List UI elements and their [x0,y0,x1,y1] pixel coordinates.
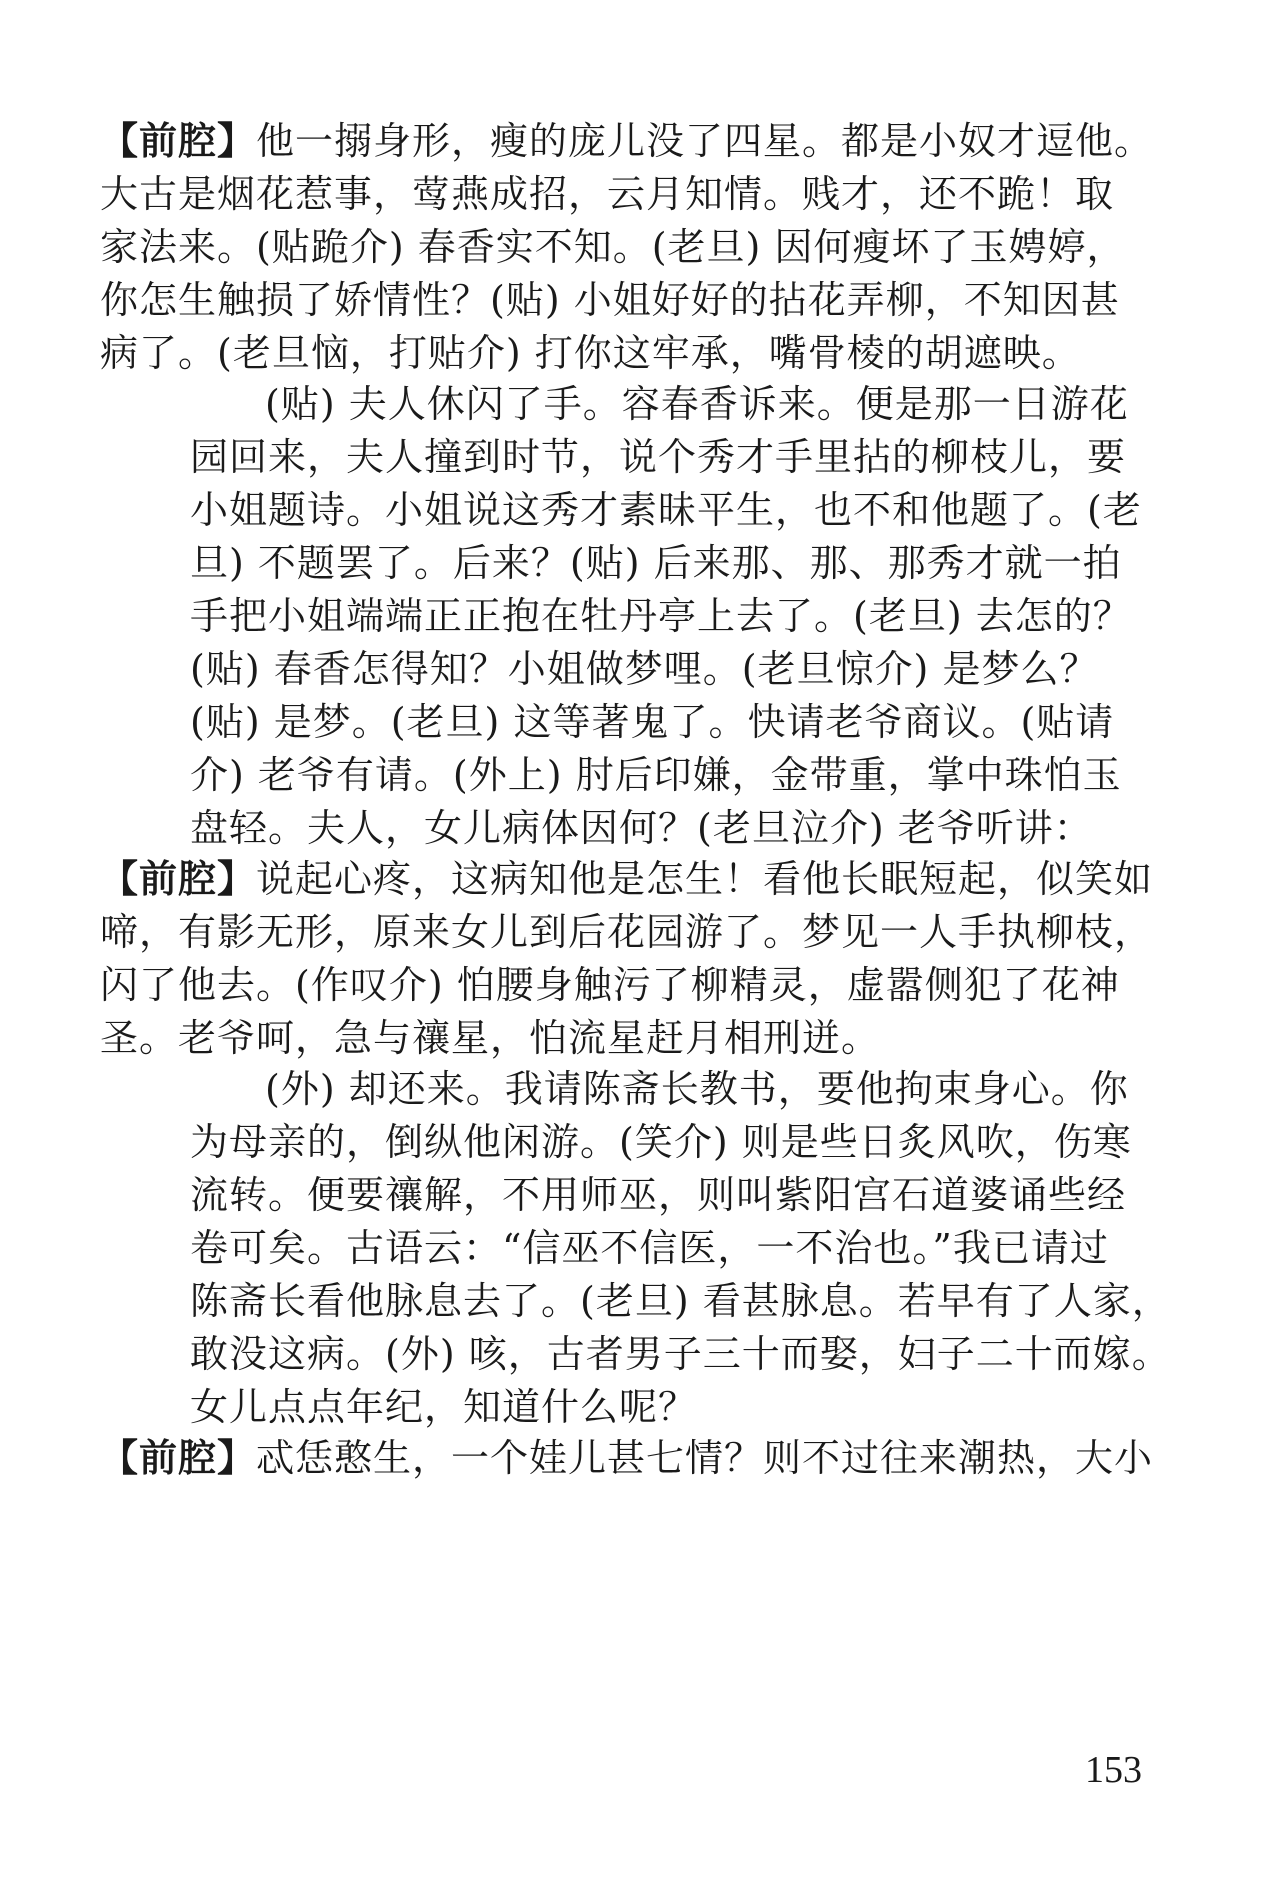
dialogue-line: 女儿点点年纪，知道什么呢？ [190,1385,698,1429]
line-text: 他一搦身形，瘦的庞儿没了四星。都是小奴才逗他。 [256,119,1154,163]
aria-tag: 【前腔】 [100,118,257,163]
line-text: 忒恁憨生，一个娃儿甚七情？则不过往来潮热，大小 [256,1436,1154,1480]
dialogue-line: 流转。便要禳解，不用师巫，则叫紫阳宫石道婆诵些经 [190,1173,1127,1217]
aria-tag: 【前腔】 [100,856,257,901]
text-line: 啼，有影无形，原来女儿到后花园游了。梦见一人手执柳枝， [100,910,1154,954]
dialogue-line: 敢没这病。(外) 咳，古者男子三十而娶，妇子二十而嫁。 [190,1332,1171,1376]
dialogue-line: 介) 老爷有请。(外上) 肘后印嫌，金带重，掌中珠怕玉 [190,753,1122,797]
text-line: 圣。老爷呵，急与禳星，怕流星赶月相刑迸。 [100,1016,881,1060]
text-line: 大古是烟花惹事，莺燕成招，云月知情。贱才，还不跪！取 [100,172,1115,216]
dialogue-line: 为母亲的，倒纵他闲游。(笑介) 则是些日炙风吹，伤寒 [190,1120,1132,1164]
dialogue-line: (外) 却还来。我请陈斋长教书，要他拘束身心。你 [265,1067,1129,1111]
dialogue-line: (贴) 春香怎得知？小姐做梦哩。(老旦惊介) 是梦么？ [190,647,1099,691]
aria-tag: 【前腔】 [100,1435,257,1480]
dialogue-line: 园回来，夫人撞到时节，说个秀才手里拈的柳枝儿，要 [190,435,1127,479]
dialogue-line: 陈斋长看他脉息去了。(老旦) 看甚脉息。若早有了人家， [190,1279,1171,1323]
text-line: 病了。(老旦恼，打贴介) 打你这牢承，嘴骨棱的胡遮映。 [100,331,1081,375]
dialogue-line: 旦) 不题罢了。后来？(贴) 后来那、那、那秀才就一拍 [190,541,1122,585]
text-line [100,1427,1180,1489]
text-line: 家法来。(贴跪介) 春香实不知。(老旦) 因何瘦坏了玉娉婷， [100,225,1126,269]
text-line: 你怎生触损了娇情性？(贴) 小姐好好的拈花弄柳，不知因甚 [100,278,1120,322]
dialogue-line: 手把小姐端端正正抱在牡丹亭上去了。(老旦) 去怎的？ [190,594,1132,638]
dialogue-line: (贴) 是梦。(老旦) 这等著鬼了。快请老爷商议。(贴请 [190,700,1115,744]
dialogue-line: 小姐题诗。小姐说这秀才素昧平生，也不和他题了。(老 [190,488,1142,532]
dialogue-line: 盘轻。夫人，女儿病体因何？(老旦泣介) 老爷听讲： [190,806,1093,850]
dialogue-line: (贴) 夫人休闪了手。容春香诉来。便是那一日游花 [265,382,1129,426]
dialogue-line: 卷可矣。古语云：“信巫不信医，一不治也。”我已请过 [190,1226,1109,1270]
page-number: 153 [1085,1749,1142,1791]
text-line: 闪了他去。(作叹介) 怕腰身触污了柳精灵，虚嚣侧犯了花神 [100,963,1120,1007]
line-text: 说起心疼，这病知他是怎生！看他长眠短起，似笑如 [256,857,1154,901]
